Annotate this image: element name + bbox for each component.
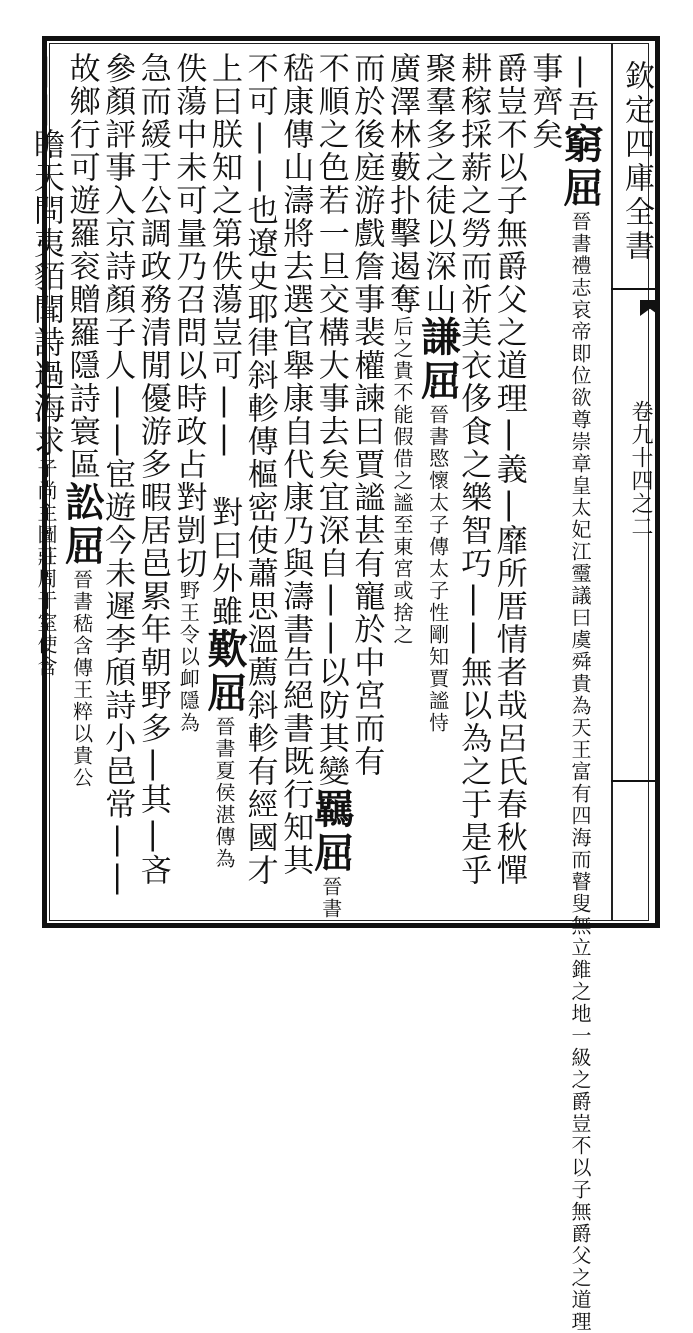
annotation-text: 子尚主圖莊周于室使含 — [33, 458, 58, 678]
text-column-1 — [556, 52, 604, 1333]
body-text: 不可||也遼史耶律斜軫傳樞密使蕭思溫薦斜軫有經國才 — [241, 52, 278, 887]
gutter-divider — [611, 43, 613, 921]
annotation-text: 野王令以卹隱為 — [176, 580, 201, 734]
body-text: 故鄉行可遊羅衮贈羅隱詩寰區 — [63, 52, 100, 481]
body-text: 不順之色若一旦交構大事去矣宜深自||以防其變 — [312, 52, 349, 788]
text-column-9 — [277, 52, 320, 912]
text-column-16 — [27, 52, 70, 912]
entry-heading: 歎屈 — [200, 628, 248, 716]
entry-heading: 訟屈 — [58, 481, 106, 569]
text-column-12 — [170, 52, 213, 912]
body-text: | — [561, 52, 598, 90]
text-column-3 — [490, 52, 533, 912]
fish-tail-line-bottom — [611, 780, 660, 782]
body-text: 而於後庭游戲詹事裴權諫曰賈謐甚有寵於中宮而有 — [348, 52, 385, 778]
body-text: 參顏評事入京詩顏子人||宦遊今未遲李頎詩小邑常|| — [99, 52, 136, 897]
body-text: 聚羣多之徒以深山 — [419, 52, 456, 316]
entry-heading: 羈屈 — [307, 788, 355, 876]
annotation-text: 晉書夏侯湛傳為 — [211, 716, 236, 870]
body-text: 爵豈不以子無爵父之道理|義|靡所厝情者哉呂氏春秋憚 — [490, 52, 527, 887]
text-column-2 — [526, 52, 569, 912]
entry-heading: 謙屈 — [414, 316, 462, 404]
text-column-14 — [99, 52, 142, 912]
body-text: 嵇康傳山濤將去選官舉康自代康乃與濤書告絕書既行知其 — [277, 52, 314, 877]
text-column-11 — [200, 52, 248, 912]
body-text: 上曰朕知之第佚蕩豈可|| 對曰外雖 — [205, 52, 242, 628]
book-title: 欽定四庫全書 — [619, 60, 654, 264]
entry-heading: 窮屈 — [556, 123, 604, 211]
text-column-15 — [58, 52, 106, 912]
body-text: ||瞻天問夷貊聞詩過海求 — [27, 52, 64, 458]
annotation-text: 晉書禮志哀帝即位欲尊崇章皇太妃江𩆜議曰虞舜貴為天王富有四海而瞽叟無立錐之地一級之爵豈不以子無爵父之道理 — [567, 211, 592, 1333]
body-text: 急而緩于公調政務清閒優游多暇居邑累年朝野多|其|吝 — [134, 52, 171, 887]
annotation-text: 晉書愍懷太子傳太子性剛知賈謐恃 — [425, 404, 450, 734]
text-column-10 — [241, 52, 284, 912]
text-column-5 — [414, 52, 462, 912]
text-column-13 — [134, 52, 177, 912]
annotation-text: 后之貴不能假借之謐至東宮或捨之 — [389, 316, 414, 646]
text-column-7 — [348, 52, 391, 912]
text-column-8 — [307, 52, 355, 920]
annotation-text: 晉書嵇含傳王粹以貴公 — [69, 569, 94, 789]
body-text: 吾 — [561, 90, 598, 123]
body-text: 耕稼採薪之勞而祈美衣侈食之樂智巧||無以為之于是乎 — [455, 52, 492, 887]
annotation-text: 晉書 — [318, 876, 343, 920]
text-column-6 — [383, 52, 426, 912]
volume-label: 卷九十四之二 — [628, 400, 653, 538]
body-text: 廣澤林藪扑擊遏奪 — [383, 52, 420, 316]
body-text: 事齊矣 — [526, 52, 563, 151]
body-text: 佚蕩中未可量乃召問以時政占對剴切 — [170, 52, 207, 580]
text-column-4 — [455, 52, 498, 912]
